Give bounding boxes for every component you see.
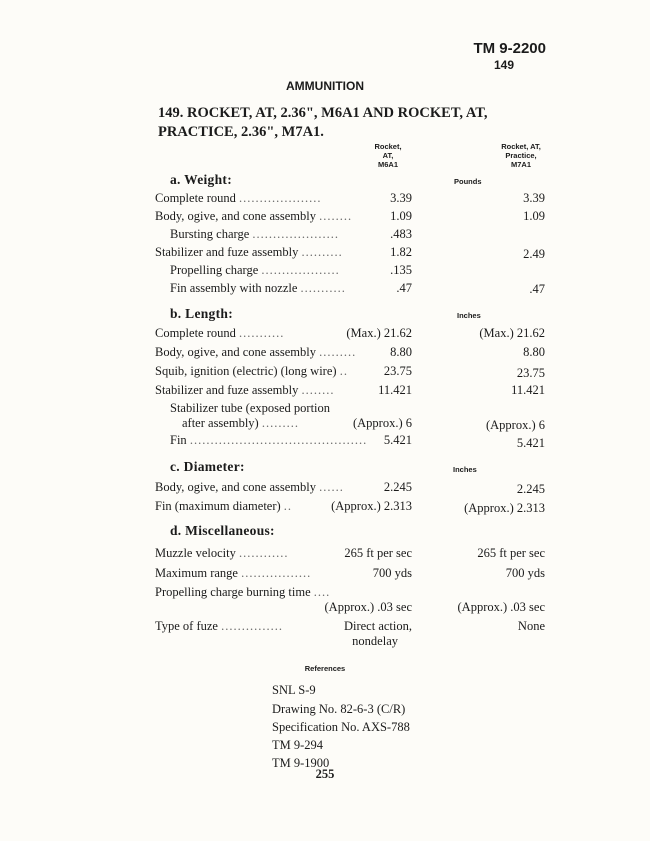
reference-item: Specification No. AXS-788 xyxy=(272,720,410,734)
table-row: nondelay xyxy=(352,634,398,648)
misc-heading: d. Miscellaneous: xyxy=(170,523,275,538)
page-number: 255 xyxy=(315,767,335,781)
table-row: Stabilizer and fuze assembly ........ 11.421 xyxy=(155,383,412,397)
table-row: Squib, ignition (electric) (long wire) .. 23.75 xyxy=(155,364,412,378)
column-header-m7a1: Rocket, AT, Practice, M7A1 xyxy=(501,142,541,169)
table-row: Type of fuze ............... Direct action, xyxy=(155,619,412,633)
running-head: AMMUNITION xyxy=(286,79,364,93)
table-cell: 23.75 xyxy=(516,366,545,380)
table-cell: 2.245 xyxy=(516,482,545,496)
table-row: after assembly) ......... (Approx.) 6 xyxy=(182,416,412,430)
table-row: Body, ogive, and cone assembly ........ 1.09 xyxy=(155,209,412,223)
weight-heading: a. Weight: xyxy=(170,172,233,187)
table-cell: 265 ft per sec xyxy=(477,546,545,560)
table-cell: 8.80 xyxy=(523,345,545,359)
tm-number: TM 9-2200 xyxy=(473,40,546,57)
table-cell: (Approx.) .03 sec xyxy=(457,600,545,614)
table-cell: None xyxy=(517,619,545,633)
section-number: 149 xyxy=(493,58,514,72)
table-row: Complete round .................... 3.39 xyxy=(155,191,412,205)
table-cell: 3.39 xyxy=(523,191,545,205)
weight-unit: Pounds xyxy=(454,177,482,186)
length-unit: Inches xyxy=(457,311,481,320)
table-row: Maximum range ................. 700 yds xyxy=(155,566,412,580)
table-cell: 5.421 xyxy=(516,436,545,450)
table-cell: 11.421 xyxy=(511,383,545,397)
table-cell: .47 xyxy=(529,282,545,296)
references-heading: References xyxy=(304,664,346,673)
table-row: Fin (maximum diameter) .. (Approx.) 2.313 xyxy=(155,499,412,513)
reference-item: TM 9-294 xyxy=(272,738,324,752)
table-row: Bursting charge ..................... .483 xyxy=(170,227,412,241)
table-row: Stabilizer tube (exposed portion xyxy=(170,401,331,415)
table-row: Body, ogive, and cone assembly ...... 2.245 xyxy=(155,480,412,494)
table-cell: (Max.) 21.62 xyxy=(479,326,545,340)
table-row: Muzzle velocity ............ 265 ft per sec xyxy=(155,546,412,560)
table-row: Stabilizer and fuze assembly .......... 1.82 xyxy=(155,245,412,259)
length-heading: b. Length: xyxy=(170,306,234,321)
table-cell: (Approx.) 6 xyxy=(485,418,545,432)
table-row: Propelling charge burning time .... xyxy=(155,585,331,599)
table-row: Complete round ........... (Max.) 21.62 xyxy=(155,326,412,340)
reference-item: Drawing No. 82-6-3 (C/R) xyxy=(272,702,406,716)
diameter-unit: Inches xyxy=(453,465,477,474)
table-cell: (Approx.) 2.313 xyxy=(464,501,545,515)
column-header-m6a1: Rocket, AT, M6A1 xyxy=(374,142,402,169)
reference-item: SNL S-9 xyxy=(272,683,316,697)
table-row: Body, ogive, and cone assembly ......... 8.80 xyxy=(155,345,412,359)
section-title: 149. ROCKET, AT, 2.36", M6A1 AND ROCKET, AT, PRACTICE, 2.36", M7A1. xyxy=(158,105,488,140)
table-row: Fin ........................................... 5.421 xyxy=(170,433,412,447)
table-cell: 1.09 xyxy=(523,209,545,223)
table-cell: 700 yds xyxy=(505,566,545,580)
reference-item: TM 9-1900 xyxy=(272,756,330,770)
table-row: Propelling charge ................... .135 xyxy=(170,263,412,277)
table-row: Fin assembly with nozzle ........... .47 xyxy=(170,281,412,295)
table-row: (Approx.) .03 sec xyxy=(324,600,412,614)
table-cell: 2.49 xyxy=(523,247,545,261)
diameter-heading: c. Diameter: xyxy=(170,459,245,474)
